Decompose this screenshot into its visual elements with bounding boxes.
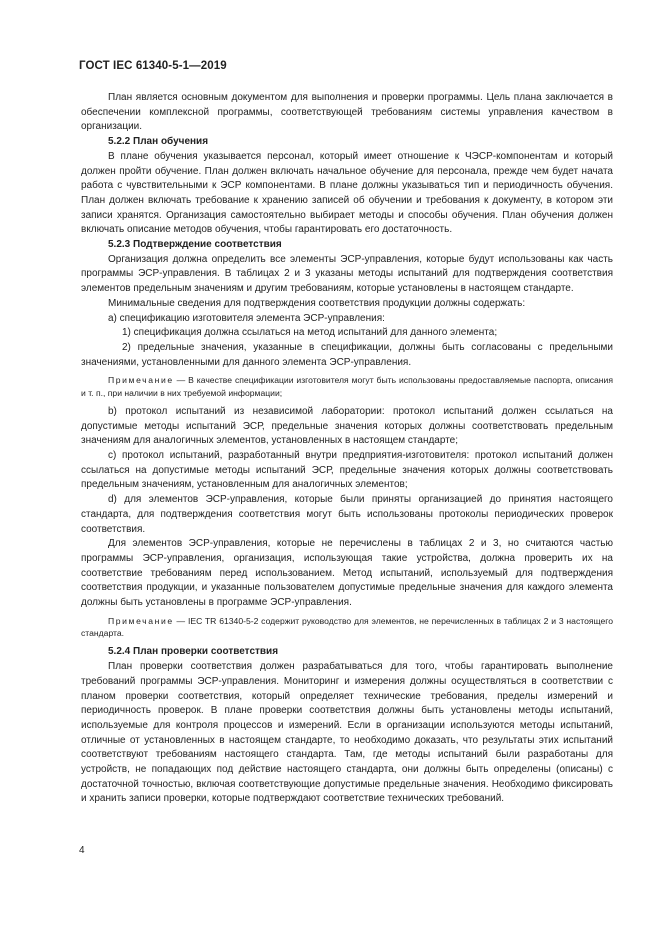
- paragraph-compliance-verification: План проверки соответствия должен разрабатываться для того, чтобы гарантировать выполнение требований программы ЭСР-управления. Мониторинг и измерения должны осуществляться в соответствии с планом проверки соответствия, который определяет технические требования, пределы измерений и периодичность проверок. В плане проверки соответствия должны быть установлены методы испытаний, используемые для контроля процессов и измерений. Если в организации используются методы испытаний, отличные от установленных в настоящем стандарте, то необходимо доказать, что результаты этих испытаний соответствуют требованиям настоящего стандарта. Там, где методы испытаний были разработаны для устройств, не попадающих под действие настоящего стандарта, они должны быть определены (описаны) с достаточной точностью, включая соответствующие допустимые предельные значения. Необходимо фиксировать и хранить записи проверки, которые подтверждают соответствие технических требований.: [81, 661, 613, 805]
- note-label: Примечание: [108, 375, 174, 386]
- document-body: [81, 91, 613, 807]
- list-item-a: а) спецификацию изготовителя элемента ЭСР-управления:: [108, 312, 385, 324]
- list-item-a1: 1) спецификация должна ссылаться на метод испытаний для данного элемента;: [122, 327, 498, 339]
- list-item-c: с) протокол испытаний, разработанный внутри предприятия-изготовителя: протокол испытаний должен ссылаться на допустимые методы испытаний ЭСР, предельные значения которых должны соответствовать предельным значениям, установленным для аналогичных элементов;: [81, 450, 613, 491]
- section-heading-5-2-3: 5.2.3 Подтверждение соответствия: [108, 239, 282, 251]
- paragraph-plan-purpose: План является основным документом для выполнения и проверки программы. Цель плана заключается в обеспечении комплексной программы, соответствующей требованиям системы управления качеством в организации.: [81, 92, 613, 133]
- note-text: — IEC TR 61340-5-2 содержит руководство для элементов, не перечисленных в таблицах 2 и 3 настоящего стандарта.: [81, 615, 613, 639]
- list-item-d: d) для элементов ЭСР-управления, которые были приняты организацией до принятия настоящего стандарта, для подтверждения соответствия могут быть использованы протоколы периодических проверок соответствия.: [81, 494, 613, 535]
- page-number: 4: [79, 845, 85, 856]
- list-item-a2: 2) предельные значения, указанные в спецификации, должны быть согласованы с предельными значениями, установленными для данного элемента ЭСР-управления.: [81, 341, 613, 368]
- section-heading-5-2-4: 5.2.4 План проверки соответствия: [108, 646, 279, 658]
- note-text: — В качестве спецификации изготовителя могут быть использованы предоставляемые паспорта, описания и т. п., при наличии в них требуемой информации;: [81, 375, 613, 398]
- paragraph-conformity-elements: Организация должна определить все элементы ЭСР-управления, которые будут использованы как часть программы ЭСР-управления. В таблицах 2 и 3 указаны методы испытаний для подтверждения соответствия элементов предельным значениям и другим требованиям, которые установлены в настоящем стандарте.: [81, 253, 613, 295]
- note-1: [81, 374, 613, 399]
- list-item-b: b) протокол испытаний из независимой лаборатории: протокол испытаний должен ссылаться на допустимые методы испытаний ЭСР, предельные значения которых должны соответствовать предельным значениям для аналогичных элементов, установленных в настоящем стандарте;: [81, 405, 613, 447]
- paragraph-unlisted-elements: Для элементов ЭСР-управления, которые не перечислены в таблицах 2 и 3, но считаются частью программы ЭСР-управления, организация, использующая такие устройства, должна проверить их на соответствие требованиям перед использованием. Метод испытаний, используемый для подтверждения соответствия продукции, и указанные пользователем допустимые предельные значения для каждого элемента должны быть установлены в программе ЭСР-управления.: [81, 538, 613, 609]
- section-heading-5-2-2: 5.2.2 План обучения: [108, 136, 209, 148]
- note-2: [81, 615, 613, 640]
- document-header: ГОСТ IEC 61340-5-1—2019: [79, 60, 227, 72]
- paragraph-minimum-info: Минимальные сведения для подтверждения соответствия продукции должны содержать:: [108, 297, 526, 309]
- note-label: Примечание: [108, 615, 174, 626]
- paragraph-training-plan: В плане обучения указывается персонал, который имеет отношение к ЧЭСР-компонентам и который должен пройти обучение. План должен включать начальное обучение для персонала, прежде чем будет начата работа с чувствительными к ЭСР компонентами. В плане должны указываться тип и периодичность обучения. План должен включать требование к хранению записей об обучении и требования к документу, в котором эти записи хранятся. Организация самостоятельно выбирает методы и способы обучения. План обучения должен включать описание методов обучения, чтобы гарантировать его достаточность.: [81, 150, 613, 236]
